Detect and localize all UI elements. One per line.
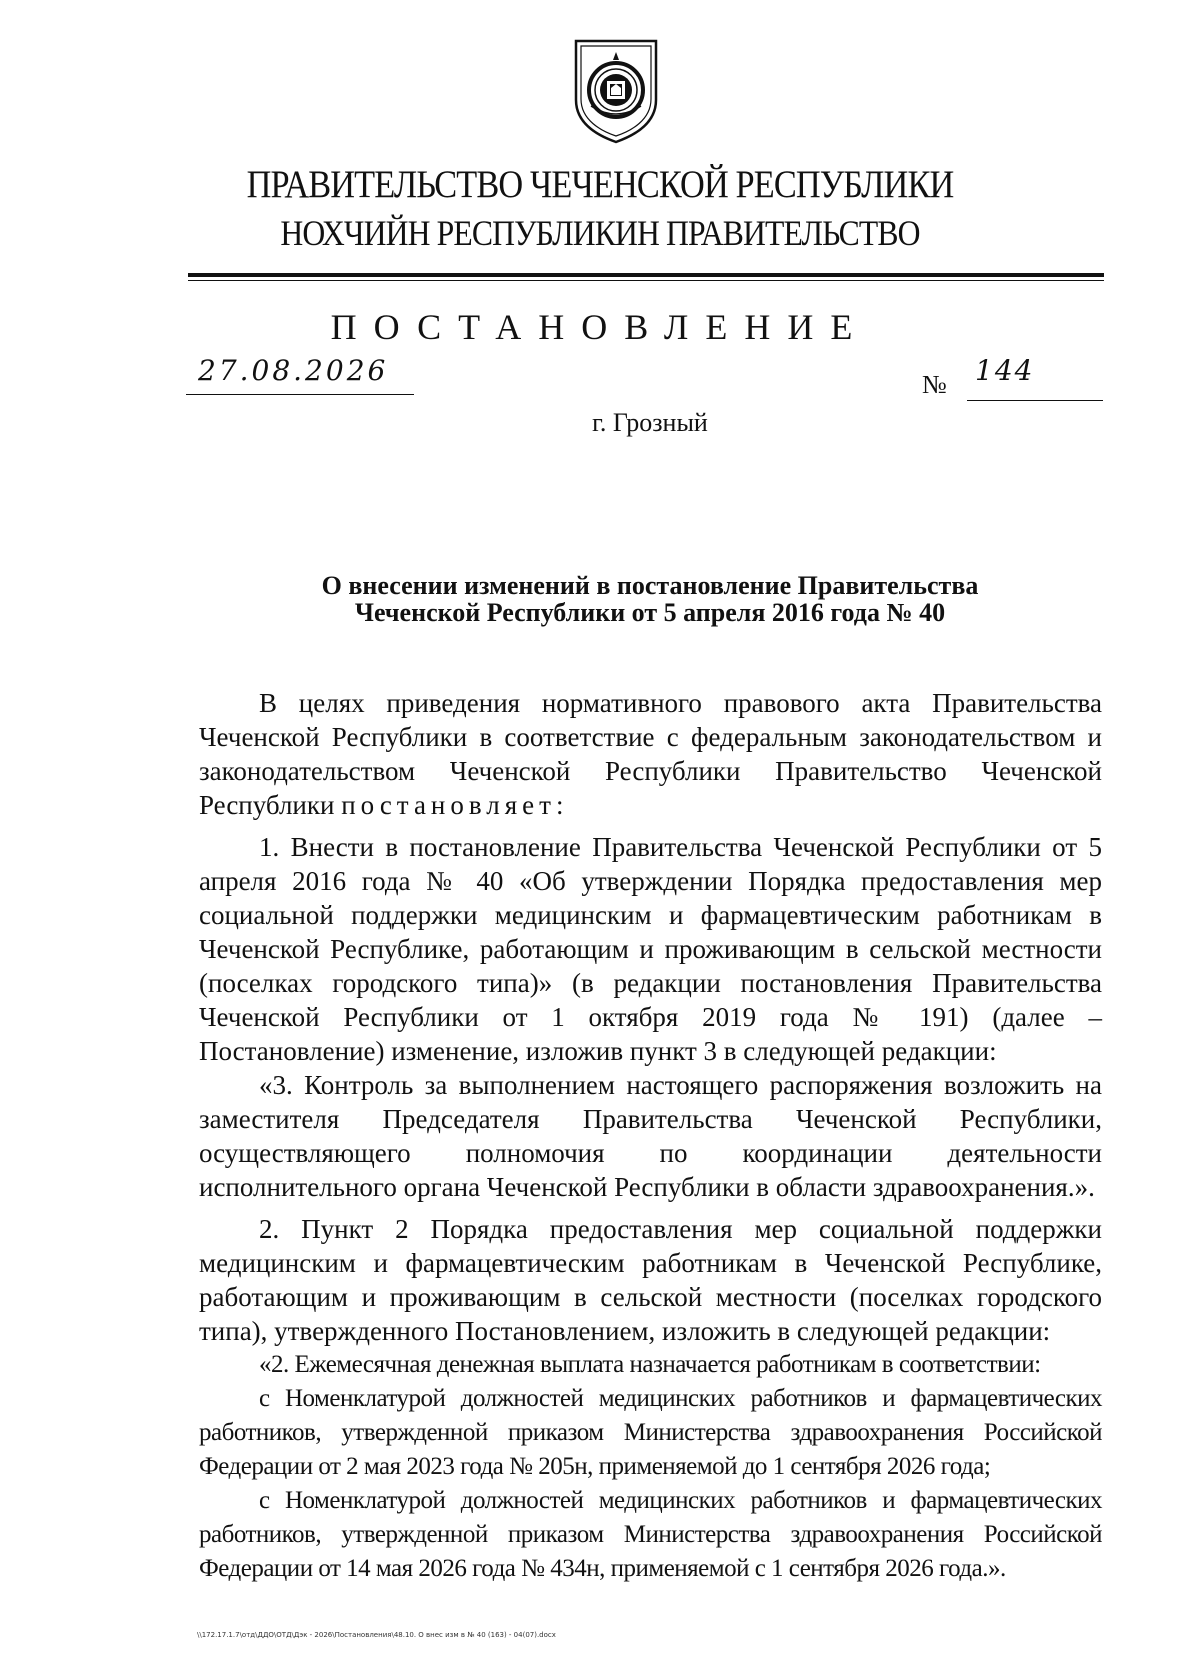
intro-text: В целях приведения нормативного правового акта Правительства Чеченской Республики в соответствие с федеральным законодательством и законодательством Чеченской Республики Правительство Чеченской Республики — [199, 688, 1102, 820]
document-title — [200, 572, 1100, 626]
coat-of-arms-emblem-icon — [573, 38, 659, 144]
header-rule-thick — [188, 273, 1104, 277]
clause-2-quote: «2. Ежемесячная денежная выплата назначается работникам в соответствии: — [259, 1351, 1041, 1378]
clause-1: 1. Внести в постановление Правительства Чеченской Республики от 5 апреля 2016 года № 40 «Об утверждении Порядка предоставления мер социальной поддержки медицинским и фармацевтическим работникам в Чеченской Республике, работающим и проживающим в сельской местности (поселках городского типа)» (в редакции постановления Правительства Чеченской Республики от 1 октября 2019 года № 191) (далее – Постановление) изменение, изложив пункт 3 в следующей редакции: — [199, 832, 1102, 1066]
handwritten-number: 144 — [975, 354, 1035, 387]
title-line-1: О внесении изменений в постановление Правительства — [321, 571, 979, 600]
document-type: ПОСТАНОВЛЕНИЕ — [330, 307, 870, 347]
city: г. Грозный — [592, 408, 708, 437]
date-underline — [186, 394, 414, 395]
file-path-footer: \\172.17.1.7\отд\ДДО\ОТД\Дэк - 2026\Постановления\48.10. О внес изм в № 40 (163) - 04(07).docx — [197, 1631, 556, 1639]
header-rule-thin — [188, 280, 1104, 281]
intro-verb: постановляет: — [341, 790, 569, 820]
number-label: № — [922, 370, 947, 399]
clause-2-item-2: с Номенклатурой должностей медицинских работников и фармацевтических работников, утвержденной приказом Министерства здравоохранения Российской Федерации от 14 мая 2026 года № 434н, применяемой с 1 сентября 2026 года.». — [199, 1487, 1102, 1582]
handwritten-date: 27.08.2026 — [198, 354, 389, 387]
number-underline — [967, 400, 1103, 401]
org-name-chechen: НОХЧИЙН РЕСПУБЛИКИН ПРАВИТЕЛЬСТВО — [280, 213, 920, 253]
intro-paragraph — [199, 686, 1102, 822]
org-name-russian: ПРАВИТЕЛЬСТВО ЧЕЧЕНСКОЙ РЕСПУБЛИКИ — [246, 163, 954, 206]
clause-1-quote: «3. Контроль за выполнением настоящего распоряжения возложить на заместителя Председателя Правительства Чеченской Республики, осуществляющего полномочия по координации деятельности исполнительного органа Чеченской Республики в области здравоохранения.». — [199, 1070, 1102, 1202]
clause-2: 2. Пункт 2 Порядка предоставления мер социальной поддержки медицинским и фармацевтическим работникам в Чеченской Республике, работающим и проживающим в сельской местности (поселках городского типа), утвержденного Постановлением, изложить в следующей редакции: — [199, 1214, 1102, 1346]
title-line-2: Чеченской Республики от 5 апреля 2016 года № 40 — [354, 598, 946, 627]
clause-2-item-1: с Номенклатурой должностей медицинских работников и фармацевтических работников, утвержденной приказом Министерства здравоохранения Российской Федерации от 2 мая 2023 года № 205н, применяемой до 1 сентября 2026 года; — [199, 1385, 1102, 1480]
document-body — [199, 686, 1102, 1586]
